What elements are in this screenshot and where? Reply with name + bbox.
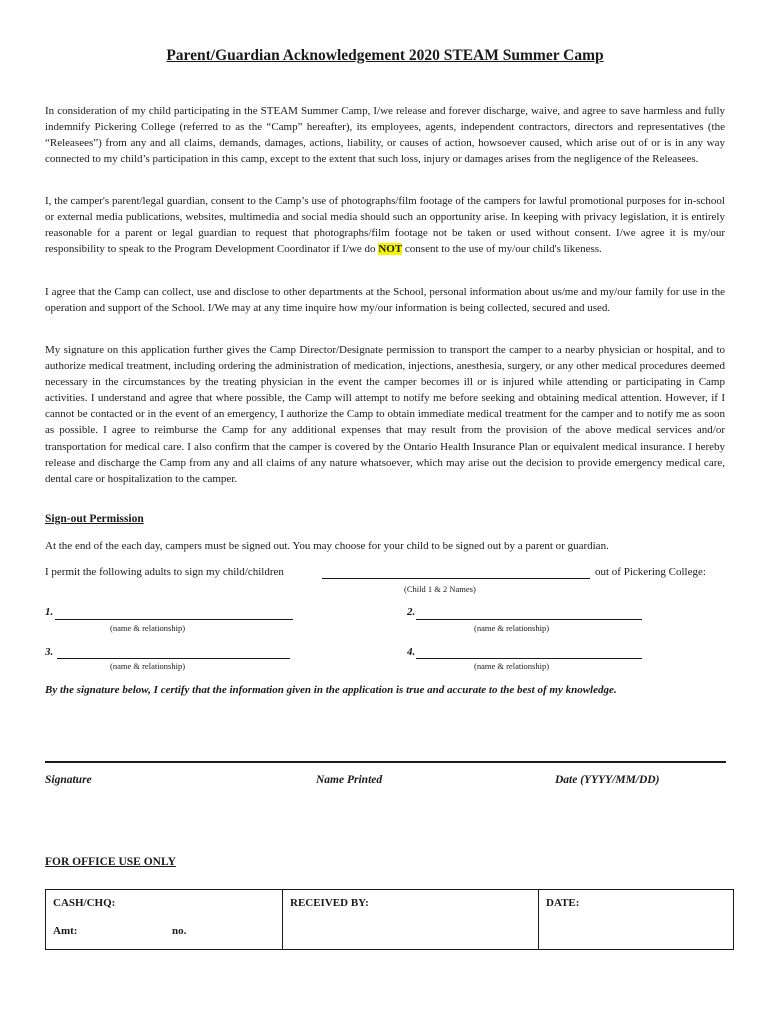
not-highlight: NOT <box>378 243 403 256</box>
adult-1-field[interactable] <box>55 619 293 620</box>
page-title: Parent/Guardian Acknowledgement 2020 STEAM Summer Camp <box>166 47 604 64</box>
office-date-cell[interactable] <box>539 890 734 950</box>
child-names-caption: (Child 1 & 2 Names) <box>404 584 476 594</box>
adult-3-number: 3. <box>45 646 54 658</box>
adult-3-caption: (name & relationship) <box>110 661 186 671</box>
date-label: Date (YYYY/MM/DD) <box>555 774 660 786</box>
adult-4-number: 4. <box>407 646 416 658</box>
photo-consent-paragraph <box>45 193 725 257</box>
privacy-paragraph: I agree that the Camp can collect, use and disclose to other departments at the School, personal information about us/me and my/our family for use in the operation and support of the School. I/We may at any time inquire how my/our information is being collected, secured and used. <box>45 286 725 315</box>
adult-1-caption: (name & relationship) <box>110 623 186 633</box>
signout-intro: At the end of the each day, campers must be signed out. You may choose for your child to be signed out by a parent or guardian. <box>45 540 609 552</box>
photo-consent-text-end: consent to the use of my/our child's likeness. <box>402 243 602 256</box>
release-paragraph: In consideration of my child participating in the STEAM Summer Camp, I/we release and forever discharge, waive, and agree to save harmless and fully indemnify Pickering College (referred to as the “Camp” hereafter), its employees, agents, independent contractors, directors and representatives (the “Releasees”) from any and all claims, demands, damages, actions, liability, or causes of action, howsoever caused, which arise out of or is in any way connected to my child’s participation in this camp, except to the extent that such loss, injury or damages arises from the negligence of the Releasees. <box>45 105 725 166</box>
received-by-cell[interactable] <box>283 890 539 950</box>
adult-3-field[interactable] <box>57 658 290 659</box>
amt-label: Amt: <box>53 925 78 937</box>
adult-1-number: 1. <box>45 606 54 618</box>
signature-label: Signature <box>45 774 92 786</box>
adult-2-number: 2. <box>407 606 416 618</box>
adult-2-caption: (name & relationship) <box>474 623 550 633</box>
permit-text: I permit the following adults to sign my child/children <box>45 566 284 578</box>
signout-heading: Sign-out Permission <box>45 513 144 525</box>
adult-4-field[interactable] <box>416 658 642 659</box>
office-use-table <box>45 889 734 950</box>
cash-label: CASH/CHQ: <box>53 897 116 909</box>
office-use-heading: FOR OFFICE USE ONLY <box>45 856 176 868</box>
office-date-label: DATE: <box>546 897 580 909</box>
cash-cell[interactable] <box>46 890 283 950</box>
medical-paragraph: My signature on this application further gives the Camp Director/Designate permission to transport the camper to a nearby physician or hospital, and to authorize medical treatment, including ordering the administration of medication, injections, anesthesia, surgery, or any other medical procedures deemed necessary in the circumstances by the treating physician in the event the camper becomes ill or is injured while attending or participating in Camp activities. I understand and agree that where possible, the Camp will attempt to notify me before seeking and obtaining medical attention. However, if I cannot be contacted or in the event of an emergency, I authorize the Camp to obtain immediate medical treatment for the camper and to notify me as soon as possible. I agree to reimburse the Camp for any additional expenses that may result from the provision of the above medical services and/or transportation for medical care. I also confirm that the camper is covered by the Ontario Health Insurance Plan or equivalent medical insurance. I hereby release and discharge the Camp from any and all claims of any nature whatsoever, which may arise out the decision to provide emergency medical care, dental care or hospitalization to the camper. <box>45 344 725 485</box>
name-printed-label: Name Printed <box>316 774 383 786</box>
permit-text-end: out of Pickering College: <box>595 566 706 578</box>
no-label: no. <box>172 925 187 937</box>
signature-line[interactable] <box>45 761 726 763</box>
certification-statement: By the signature below, I certify that the information given in the application is true and accurate to the best of my knowledge. <box>45 684 617 696</box>
photo-consent-text: I, the camper's parent/legal guardian, consent to the Camp’s use of photographs/film footage of the campers for lawful promotional purposes for in-school or external media publications, websites, multimedia and social media should such an opportunity arise. In keeping with privacy legislation, it is entirely reasonable for a parent or legal guardian to request that photographs/film footage not be taken or used without consent. I/we agree it is my/our responsibility to speak to the Program Development Coordinator if I/we do <box>45 195 725 256</box>
adult-4-caption: (name & relationship) <box>474 661 550 671</box>
adult-2-field[interactable] <box>416 619 642 620</box>
received-by-label: RECEIVED BY: <box>290 897 369 909</box>
child-names-field[interactable] <box>322 578 590 579</box>
